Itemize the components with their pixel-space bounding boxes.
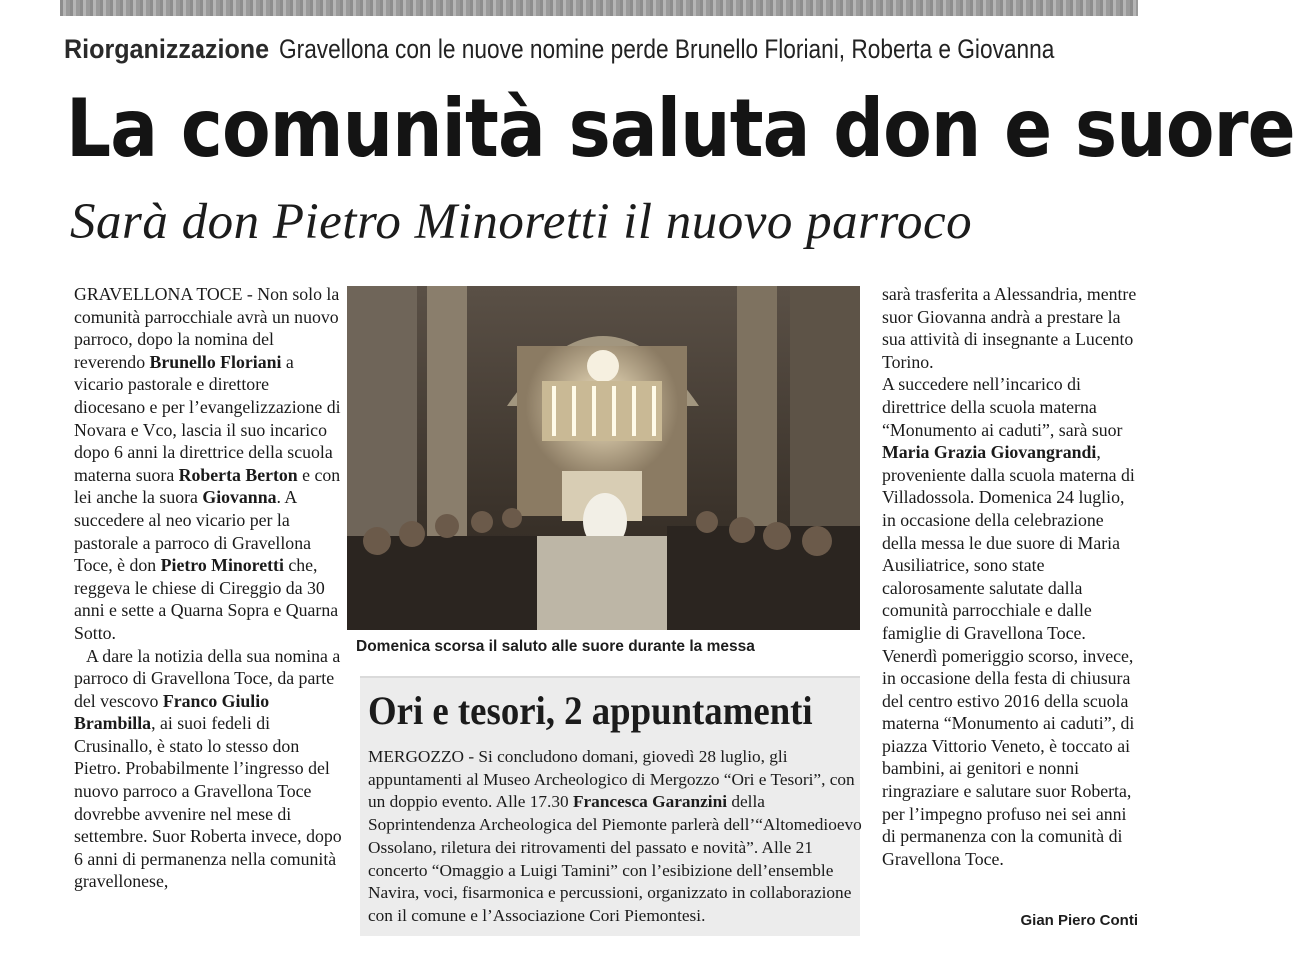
sidebar-box (360, 676, 860, 936)
article-column-1 (74, 283, 342, 893)
article-name: Roberta Berton (178, 464, 298, 485)
article-name: Franco Giulio Brambilla (74, 690, 270, 734)
headline: La comunità saluta don e suore (66, 82, 1295, 175)
article-text: che, reggeva le chiese di Cireggio da 30 anni e sette a Quarna Sopra e Quarna Sotto. (74, 555, 339, 643)
article-text: , ai suoi fedeli di Crusinallo, è stato lo stesso don Pietro. Probabilmente l’ingresso del nuovo parroco a Gravellona Toce dovrebbe avvenire nel mese di settembre. Suor Roberta invece, dopo 6 anni di permanenza nella comunità gravellonese, (74, 713, 342, 892)
byline: Gian Piero Conti (1020, 912, 1138, 929)
sidebar-text: della Soprintendenza Archeologica del Piemonte parlerà dell’“Altomedioevo Ossolano, riletura dei ritrovamenti del passato e novità”. Alle 21 concerto “Omaggio a Luigi Tamini” con l’esibizione dell’ensemble Navira, voci, fisarmonica e percussioni, organizzato in collaborazione con il comune e l’Associazione Cori Piemontesi. (368, 792, 862, 925)
article-name: Giovanna (202, 487, 277, 508)
church-interior-illustration (347, 286, 860, 630)
article-text: sarà trasferita a Alessandria, mentre suor Giovanna andrà a prestare la sua attività di insegnante a Lucento Torino. (882, 284, 1137, 372)
article-paragraph (74, 645, 342, 894)
article-text: . A succedere al neo vicario per la pastorale a parroco di Gravellona Toce, è don (74, 487, 311, 576)
article-text: a vicario pastorale e direttore diocesano e per l’evangelizzazione di Novara e Vco, lascia il suo incarico dopo 6 anni la direttrice della scuola materna suora (74, 351, 341, 485)
kicker-text: Gravellona con le nuove nomine perde Brunello Floriani, Roberta e Giovanna (278, 34, 1054, 64)
article-paragraph (74, 283, 342, 645)
scan-top-edge (60, 0, 1138, 16)
article-paragraph (882, 645, 1138, 871)
article-text: A dare la notizia della sua nomina a parroco di Gravellona Toce, da parte del vescovo (74, 645, 341, 711)
sidebar-title: Ori e tesori, 2 appuntamenti (368, 688, 813, 733)
photo-caption: Domenica scorsa il saluto alle suore durante la messa (356, 638, 755, 655)
sidebar-text: MERGOZZO - Si concludono domani, giovedì 28 luglio, gli appuntamenti al Museo Archeologico di Mergozzo “Ori e Tesori”, con un doppio evento. Alle 17.30 (368, 747, 855, 812)
article-column-3 (882, 283, 1138, 870)
article-name: Maria Grazia Giovangrandi (882, 442, 1097, 463)
article-name: Brunello Floriani (149, 351, 282, 372)
article-text: A succedere nell’incarico di direttrice della scuola materna “Monumento ai caduti”, sarà suor (882, 374, 1123, 440)
article-text: e con lei anche la suora (74, 464, 341, 508)
article-text: , proveniente dalla scuola materna di Villadossola. Domenica 24 luglio, in occasione della celebrazione della messa le due suore di Maria Ausiliatrice, sono state calorosamente salutate dalla comunità parrocchiale e dalle famiglie di Gravellona Toce. (882, 442, 1135, 643)
article-text: GRAVELLONA TOCE - Non solo la comunità parrocchiale avrà un nuovo parroco, dopo la nomina del reverendo (74, 284, 340, 372)
article-paragraph (882, 283, 1138, 373)
article-paragraph (882, 373, 1138, 644)
church-photo (347, 286, 860, 630)
sidebar-body (368, 746, 862, 928)
sidebar-name: Francesca Garanzini (572, 792, 728, 812)
article-name: Pietro Minoretti (160, 555, 284, 576)
article-text: Venerdì pomeriggio scorso, invece, in occasione della festa di chiusura del centro estivo 2016 della scuola materna “Monumento ai caduti”, di piazza Vittorio Veneto, è toccato ai bambini, ai genitori e nonni ringraziare e salutare suor Roberta, per l’impegno profuso nei sei anni di permanenza con la comunità di Gravellona Toce. (882, 645, 1135, 869)
kicker (64, 32, 1138, 67)
kicker-keyword: Riorganizzazione (64, 34, 270, 64)
subheadline: Sarà don Pietro Minoretti il nuovo parroco (70, 194, 973, 250)
